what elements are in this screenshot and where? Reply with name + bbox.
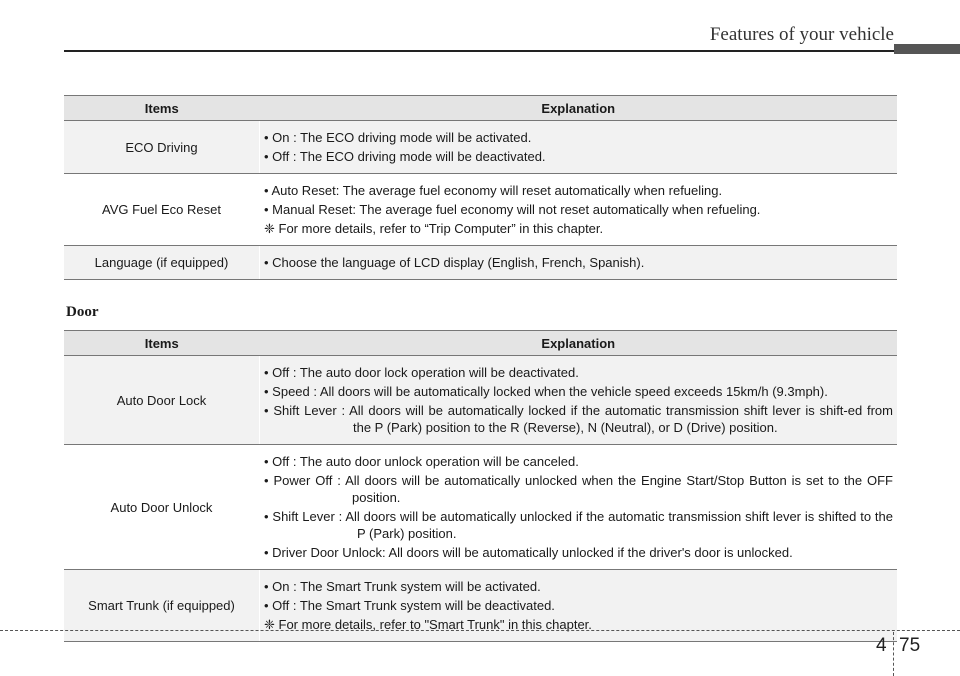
table-header-row (64, 331, 897, 356)
explanation-cell (260, 356, 898, 445)
explanation-line: • Off : The ECO driving mode will be deactivated. (264, 149, 546, 164)
table-header-row (64, 96, 897, 121)
page-number-divider (893, 632, 894, 676)
item-cell: Auto Door Lock (64, 356, 260, 445)
table-row (64, 445, 897, 570)
explanation-cell (260, 121, 898, 174)
table-row (64, 121, 897, 174)
explanation-line: • Off : The auto door lock operation will be deactivated. (264, 365, 579, 380)
explanation-line: • Manual Reset: The average fuel economy will not reset automatically when refueling. (264, 202, 761, 217)
item-cell: ECO Driving (64, 121, 260, 174)
chapter-number: 4 (876, 635, 887, 656)
door-settings-table (64, 330, 897, 642)
explanation-line: • Off : The Smart Trunk system will be deactivated. (264, 598, 555, 613)
item-cell: AVG Fuel Eco Reset (64, 174, 260, 246)
explanation-line: • Speed : All doors will be automatically locked when the vehicle speed exceeds 15km/h (9.3mph). (264, 384, 828, 399)
explanation-note: ❈ For more details, refer to "Smart Trunk" in this chapter. (264, 617, 592, 632)
column-header-explanation: Explanation (260, 96, 898, 121)
column-header-items: Items (64, 331, 260, 356)
item-cell: Smart Trunk (if equipped) (64, 570, 260, 642)
explanation-line: • Choose the language of LCD display (English, French, Spanish). (264, 255, 645, 270)
item-cell: Language (if equipped) (64, 246, 260, 280)
item-cell: Auto Door Unlock (64, 445, 260, 570)
table-row (64, 174, 897, 246)
explanation-line: • Off : The auto door unlock operation will be canceled. (264, 454, 579, 469)
explanation-line: • On : The Smart Trunk system will be activated. (264, 579, 541, 594)
section-title: Door (66, 304, 99, 320)
explanation-line: • On : The ECO driving mode will be activated. (264, 130, 532, 145)
header-rule (64, 50, 894, 52)
column-header-explanation: Explanation (260, 331, 898, 356)
explanation-line: • Auto Reset: The average fuel economy will reset automatically when refueling. (264, 183, 723, 198)
footer-rule (0, 630, 960, 631)
explanation-cell (260, 246, 898, 280)
table-row (64, 356, 897, 445)
explanation-line: • Shift Lever : All doors will be automatically locked if the automatic transmission shift lever is shift-ed from the P (Park) position to the R (Reverse), N (Neutral), or D (Drive) position. (264, 403, 893, 435)
page-header-title: Features of your vehicle (709, 24, 894, 45)
settings-table (64, 95, 897, 280)
page-number: 75 (899, 635, 921, 656)
header-tab-marker (894, 44, 960, 54)
explanation-cell (260, 445, 898, 570)
table-row (64, 246, 897, 280)
explanation-line: • Shift Lever : All doors will be automatically unlocked if the automatic transmission shift lever is shifted to the P (Park) position. (264, 509, 893, 541)
explanation-line: • Power Off : All doors will be automatically unlocked when the Engine Start/Stop Button is set to the OFF position. (264, 473, 893, 505)
explanation-note: ❈ For more details, refer to “Trip Computer” in this chapter. (264, 221, 604, 236)
explanation-cell (260, 174, 898, 246)
column-header-items: Items (64, 96, 260, 121)
explanation-line: • Driver Door Unlock: All doors will be automatically unlocked if the driver's door is unlocked. (264, 545, 793, 560)
